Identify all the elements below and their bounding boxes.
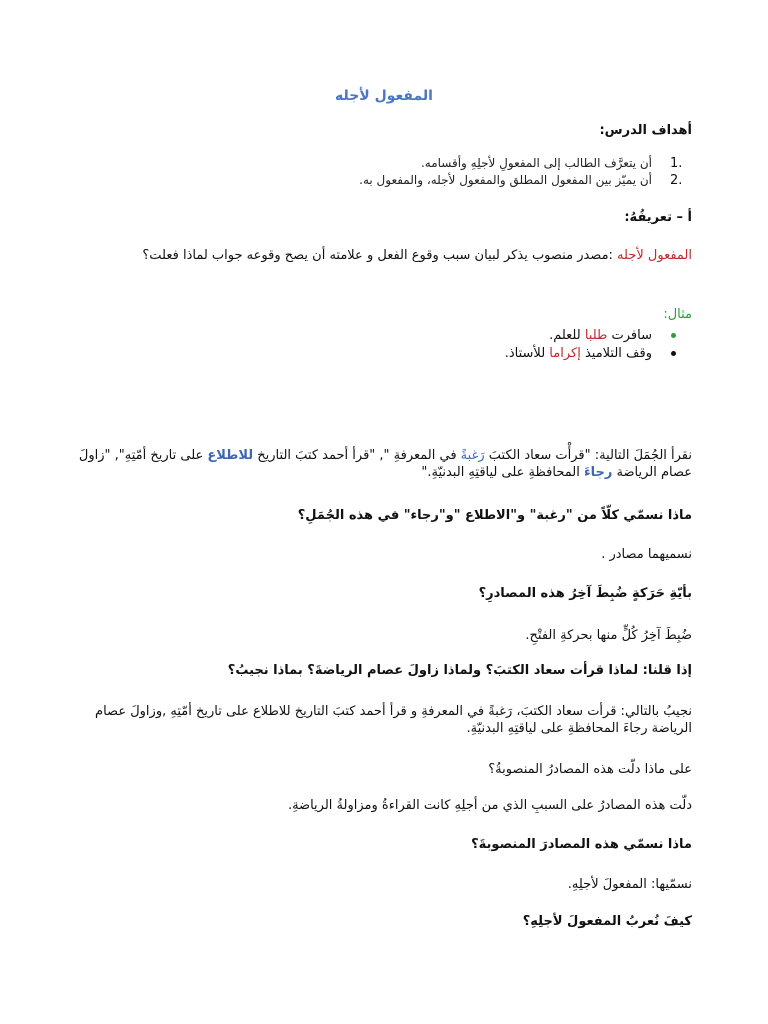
answer-1: نسميهما مصادر . [601,547,692,562]
example-highlight: إكراما [549,346,581,361]
objectives-list [72,155,692,189]
highlight-word: رجاءَ [583,465,613,480]
highlight-word: للاطلاع [207,448,254,463]
text-run: على تاريخ أمّتِهِ", "زاولَ عصام الرياضة [78,448,692,480]
bullet-icon [671,351,676,356]
example-text: للأستاذ. [504,346,550,361]
list-item [72,172,692,189]
question-5: ماذا نسمّي هذه المصادرَ المنصوبةَ؟ [471,837,692,852]
lesson-paragraph-1 [72,447,692,481]
question-1: ماذا نسمّي كلّاً من "رغبة" و"الاطلاع "و"رجاء" في هذه الجُمَلِ؟ [297,508,692,523]
definition-paragraph [72,247,692,264]
objectives-heading: أهداف الدرس: [599,123,692,138]
answer-5: نسمّيها: المفعولَ لأجلِهِ. [567,877,692,892]
definition-body: :مصدر منصوب يذكر لبيان سبب وقوع الفعل و علامته أن يصح وقوعه جواب لماذا فعلت؟ [142,248,618,263]
example-heading: مثال: [663,307,692,322]
list-number: .1 [670,156,683,171]
example-highlight: طلبا [584,328,608,343]
example-text: للعلم. [549,328,585,343]
page-title: المفعول لأجله [335,88,433,104]
definition-term: المفعول لأجله [617,248,692,263]
list-number: .2 [670,173,683,188]
example-text: وقف التلاميذ [580,346,652,361]
list-text: أن يتعرَّف الطالب إلى المفعولِ لأجلِهِ وأقسامه. [420,156,652,170]
list-text: أن يميّز بين المفعول المطلق والمفعول لأجله، والمفعول به. [359,173,652,187]
text-run: نقرأ الجُمَلَ التالية: "قرأْت سعاد الكتبَ [484,448,692,463]
example-text: سافرت [607,328,652,343]
example-list [72,327,692,363]
list-item [72,327,692,345]
text-run: المحافظةِ على لياقتِهِ البدنيّةِ." [421,465,584,480]
answer-3: نجيبُ بالتالي: قرأت سعاد الكتبَ، رَغبةً في المعرفةِ و قرأ أحمد كتبَ التاريخ للاطلاع على تاريخ أمّتِهِ ,وزاولَ عصام الرياضة رجاءَ المحافظةِ على لياقتِهِ البدنيّةِ. [95,704,692,736]
text-run: في المعرفةِ ", "قرأ أحمد كتبَ التاريخ [253,448,461,463]
list-item [72,155,692,172]
question-4: على ماذا دلّت هذه المصادرُ المنصوبةُ؟ [488,762,692,777]
bullet-icon [671,333,676,338]
answer-2: ضُبِطَ آخِرُ كُلٍّ منها بحركةِ الفتْحِ. [525,628,692,643]
question-3: إذا قلنا: لماذا قرأت سعاد الكتبَ؟ ولماذا زاولَ عصام الرياضةَ؟ بماذا نجيبُ؟ [227,663,692,678]
definition-heading: أ – تعريفُهُ: [624,210,692,225]
question-2: بأيّةِ حَرَكةٍ ضُبِطَ آخِرُ هذه المصادرِ؟ [478,586,692,601]
question-6: كيفَ نُعربُ المفعولَ لأجلِهِ؟ [522,914,692,929]
list-item [72,345,692,363]
highlight-word: رَغبةً [460,448,485,463]
answer-4: دلّت هذه المصادرُ على السببِ الذي من أجلِهِ كانت القراءةُ ومزاولةُ الرياضةِ. [287,798,692,813]
